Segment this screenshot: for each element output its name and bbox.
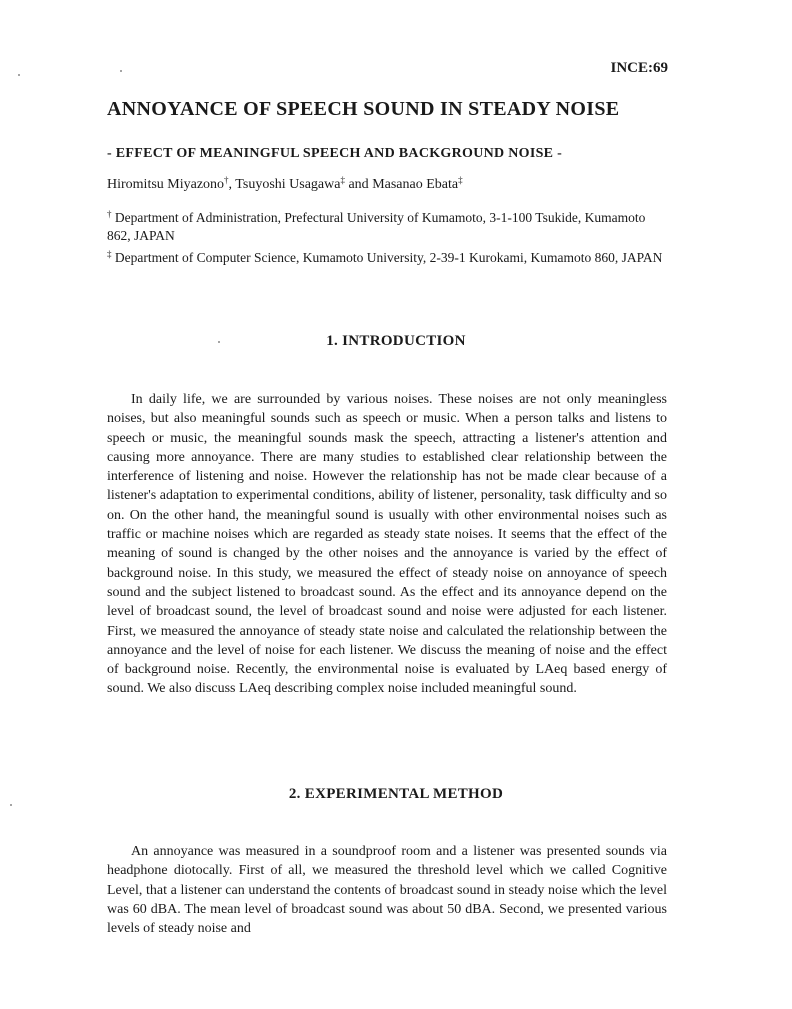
affiliation-mark: † bbox=[107, 209, 112, 219]
paper-subtitle: - EFFECT OF MEANINGFUL SPEECH AND BACKGROUND NOISE - bbox=[107, 146, 563, 161]
affiliation-mark: ‡ bbox=[107, 249, 112, 259]
section-heading-experimental-method: 2. EXPERIMENTAL METHOD bbox=[288, 786, 504, 802]
affiliation-text: Department of Administration, Prefectural University of Kumamoto, 3-1-100 Tsukide, Kumamoto 862, JAPAN bbox=[107, 210, 646, 243]
affiliation-text: Department of Computer Science, Kumamoto University, 2-39-1 Kurokami, Kumamoto 860, JAPAN bbox=[114, 250, 663, 265]
author-separator: , bbox=[228, 177, 236, 192]
author-name: Tsuyoshi Usagawa bbox=[235, 177, 341, 192]
author-mark: ‡ bbox=[340, 175, 345, 185]
author-name: Masanao Ebata bbox=[372, 177, 459, 192]
scan-speck bbox=[18, 74, 20, 76]
author-separator: and bbox=[344, 177, 373, 192]
author-list bbox=[107, 177, 463, 193]
scan-speck bbox=[120, 70, 122, 72]
affiliation-2 bbox=[107, 249, 667, 267]
affiliation-1 bbox=[107, 209, 667, 245]
experimental-method-paragraph: An annoyance was measured in a soundproof room and a listener was presented sounds via headphone diotocally. First of all, we measured the threshold level which we called Cognitive Level, that a listener can understand the contents of broadcast sound in steady noise which the level was 60 dBA. The mean level of broadcast sound was about 50 dBA. Second, we presented various levels of steady noise and bbox=[107, 844, 667, 937]
scan-speck bbox=[10, 804, 12, 806]
section-heading-introduction: 1. INTRODUCTION bbox=[326, 333, 466, 349]
author-name: Hiromitsu Miyazono bbox=[107, 177, 225, 192]
scan-speck bbox=[218, 341, 220, 343]
paper-title: ANNOYANCE OF SPEECH SOUND IN STEADY NOISE bbox=[107, 98, 620, 120]
introduction-paragraph: In daily life, we are surrounded by various noises. These noises are not only meaningless noises, but also meaningful sounds such as speech or music. When a person talks and listens to speech or music, the meaningful sounds mask the speech, attracting a listener's attention and causing more annoyance. There are many studies to established clear relationship between the interference of listening and noise. However the relationship has not be made clear because of a listener's adaptation to experimental conditions, ability of listener, personality, task difficulty and so on. On the other hand, the meaningful sound is usually with other environmental noises such as traffic or machine noises which are regarded as steady state noises. It seems that the effect of the meaning of sound is changed by the other noises and the annoyance is varied by the effect of background noise. In this study, we measured the effect of steady noise on annoyance of speech sound and the subject listened to broadcast sound. As the effect and its annoyance depend on the level of broadcast sound, the level of broadcast sound and noise were adjusted for each listener. First, we measured the annoyance of steady state noise and calculated the relationship between the annoyance and the level of noise for each listener. We discuss the meaning of noise and the effect of background noise. Recently, the environmental noise is evaluated by LAeq based energy of sound. We also discuss LAeq describing complex noise included meaningful sound. bbox=[107, 392, 667, 697]
conference-code: INCE:69 bbox=[610, 60, 668, 76]
author-mark: ‡ bbox=[458, 175, 463, 185]
author-mark: † bbox=[224, 175, 229, 185]
